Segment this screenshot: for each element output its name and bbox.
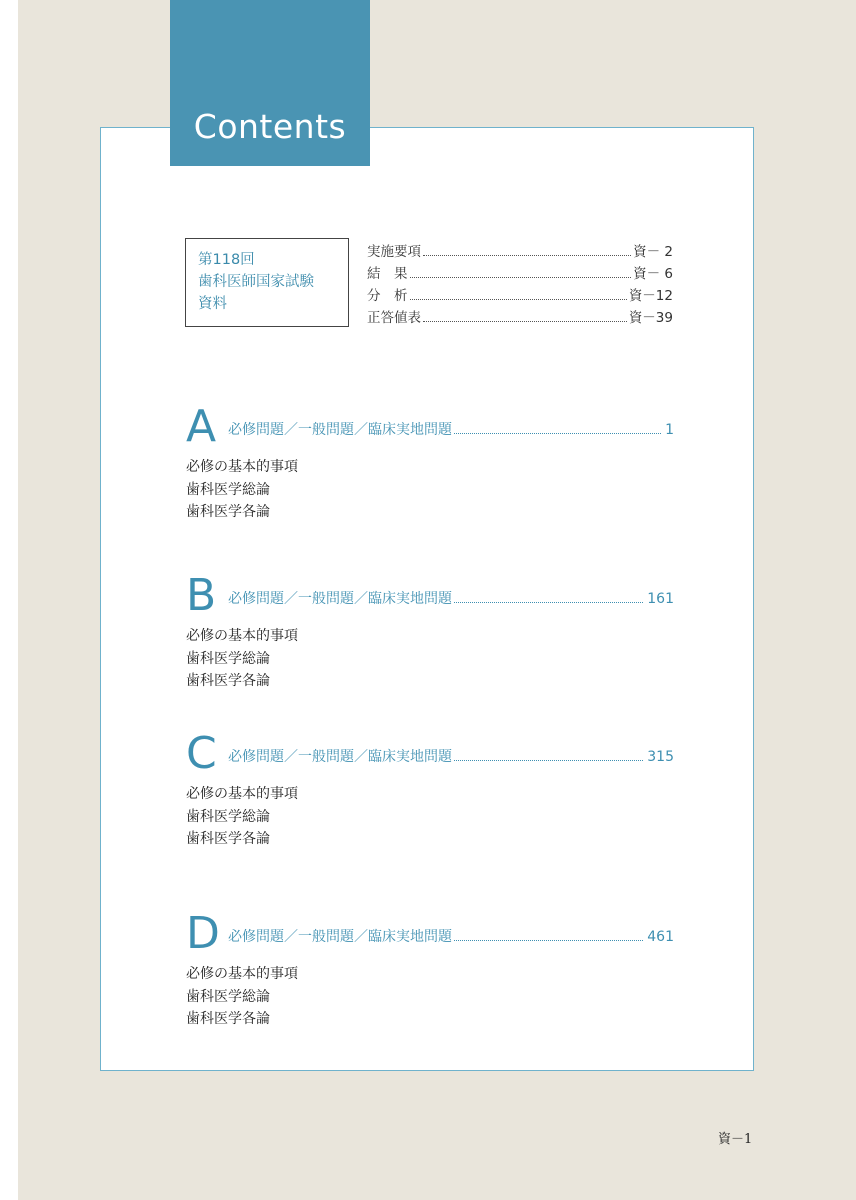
index-entry[interactable]	[367, 306, 673, 328]
section-subitems	[186, 783, 674, 851]
index-entry-page: 資－ 6	[633, 266, 673, 282]
exam-document-box	[185, 238, 349, 327]
index-entry[interactable]	[367, 240, 673, 262]
section-c	[186, 729, 674, 851]
index-entry[interactable]	[367, 262, 673, 284]
section-b	[186, 571, 674, 693]
subitem: 歯科医学総論	[186, 988, 270, 1005]
subitem: 歯科医学総論	[186, 650, 270, 667]
index-entry-label: 結 果	[367, 266, 408, 282]
section-heading[interactable]	[186, 909, 674, 959]
section-letter: A	[186, 401, 217, 452]
doc-box-line: 歯科医師国家試験	[198, 274, 314, 290]
subitem: 必修の基本的事項	[186, 459, 298, 475]
subitem: 歯科医学各論	[186, 504, 270, 520]
dot-leader	[410, 277, 632, 278]
section-letter: B	[186, 570, 217, 621]
subitem: 必修の基本的事項	[186, 966, 298, 982]
section-page: 461	[647, 929, 674, 945]
section-heading[interactable]	[186, 729, 674, 779]
doc-box-line: 資料	[198, 296, 227, 312]
index-entry[interactable]	[367, 284, 673, 306]
section-page: 315	[647, 749, 674, 765]
section-title: 必修問題／一般問題／臨床実地問題	[228, 591, 452, 607]
dot-leader	[454, 602, 643, 603]
section-title: 必修問題／一般問題／臨床実地問題	[228, 929, 452, 945]
index-entry-label: 実施要項	[367, 244, 421, 260]
section-a	[186, 402, 674, 524]
section-subitems	[186, 456, 674, 524]
section-subitems	[186, 963, 674, 1031]
dot-leader	[454, 433, 661, 434]
subitem: 歯科医学各論	[186, 673, 270, 689]
subitem: 歯科医学各論	[186, 1011, 270, 1027]
section-title: 必修問題／一般問題／臨床実地問題	[228, 422, 452, 438]
section-d	[186, 909, 674, 1031]
section-letter: D	[186, 908, 220, 959]
dot-leader	[423, 255, 631, 256]
index-entry-page: 資－39	[628, 310, 673, 326]
index-entry-label: 分 析	[367, 288, 408, 304]
section-title: 必修問題／一般問題／臨床実地問題	[228, 749, 452, 765]
dot-leader	[454, 760, 643, 761]
section-heading[interactable]	[186, 571, 674, 621]
index-entry-page: 資－12	[628, 288, 673, 304]
subitem: 歯科医学総論	[186, 481, 270, 498]
section-page: 161	[647, 591, 674, 607]
dot-leader	[423, 321, 627, 322]
section-page: 1	[665, 422, 674, 438]
index-entry-page: 資－ 2	[633, 244, 673, 260]
subitem: 歯科医学各論	[186, 831, 270, 847]
document-index-list	[367, 240, 673, 328]
doc-box-line: 第118回	[198, 252, 255, 268]
subitem: 歯科医学総論	[186, 808, 270, 825]
dot-leader	[454, 940, 643, 941]
contents-header-tab	[170, 0, 370, 166]
section-subitems	[186, 625, 674, 693]
page-number: 資－1	[718, 1132, 753, 1147]
dot-leader	[410, 299, 627, 300]
page-title: Contents	[193, 107, 347, 146]
section-letter: C	[186, 728, 217, 779]
subitem: 必修の基本的事項	[186, 786, 298, 802]
section-heading[interactable]	[186, 402, 674, 452]
page-edge-strip	[0, 0, 18, 1200]
subitem: 必修の基本的事項	[186, 628, 298, 644]
index-entry-label: 正答値表	[367, 310, 421, 326]
